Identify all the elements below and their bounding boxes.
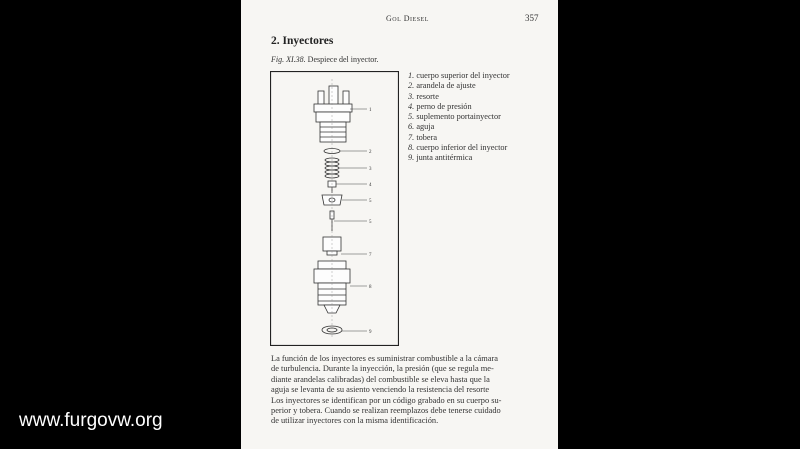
legend-text: aguja [416,122,435,132]
parts-legend [408,71,510,164]
figure-label: Fig. XI.38. [271,55,306,64]
running-head: Gol Diesel [386,14,429,23]
callout-8: 8 [369,285,372,290]
legend-number: 7. [408,132,415,142]
legend-number: 3. [408,91,415,101]
legend-item [408,143,510,153]
callout-7: 7 [369,253,372,258]
legend-text: suplemento portainyector [416,112,501,122]
legend-item [408,81,510,91]
body-line: de utilizar inyectores con la misma identificación. [271,416,439,426]
callout-9: 9 [369,330,372,335]
callout-1: 1 [369,108,372,113]
upper-injector-body [314,86,352,142]
body-line: de turbulencia. Durante la inyección, la presión (que se regula me- [271,364,494,374]
legend-item [408,153,510,163]
body-line: Los inyectores se identifican por un código grabado en su cuerpo su- [271,395,502,405]
legend-text: cuerpo inferior del inyector [416,143,508,153]
figure-caption [271,55,379,64]
body-line: La función de los inyectores es suministrar combustible a la cámara [271,354,498,363]
legend-number: 4. [408,101,415,111]
callout-3: 3 [369,167,372,172]
legend-number: 8. [408,143,415,153]
body-line: diante arandelas calibradas) del combustible se eleva hasta que la [271,374,490,384]
body-line: aguja se levanta de su asiento venciendo la resistencia del resorte [271,385,490,395]
callout-4: 4 [369,183,372,188]
legend-text: junta antitérmica [416,153,473,163]
book-page [241,0,558,449]
body-paragraph [271,354,541,427]
section-title: 2. Inyectores [271,35,334,47]
callout-2: 2 [369,150,372,155]
legend-item [408,71,510,81]
page-number: 357 [525,13,539,23]
callout-5: 5 [369,199,372,204]
legend-item [408,133,510,143]
legend-text: perno de presión [416,101,472,111]
body-line: perior y tobera. Cuando se realizan reemplazos debe tenerse cuidado [271,406,501,416]
injector-exploded-diagram [270,71,399,346]
legend-text: cuerpo superior del inyector [416,71,510,80]
legend-item [408,112,510,122]
legend-item [408,92,510,102]
figure-caption-text: Despiece del inyector. [307,55,379,64]
legend-number: 5. [408,112,415,122]
legend-number: 2. [408,81,415,91]
site-watermark: www.furgovw.org [19,410,163,431]
legend-number: 1. [408,71,415,80]
legend-text: tobera [416,132,438,142]
legend-number: 6. [408,122,415,132]
legend-number: 9. [408,153,415,163]
legend-text: arandela de ajuste [416,81,476,91]
callout-6: 5 [369,220,372,225]
legend-item [408,102,510,112]
legend-item [408,122,510,132]
legend-text: resorte [416,91,439,101]
